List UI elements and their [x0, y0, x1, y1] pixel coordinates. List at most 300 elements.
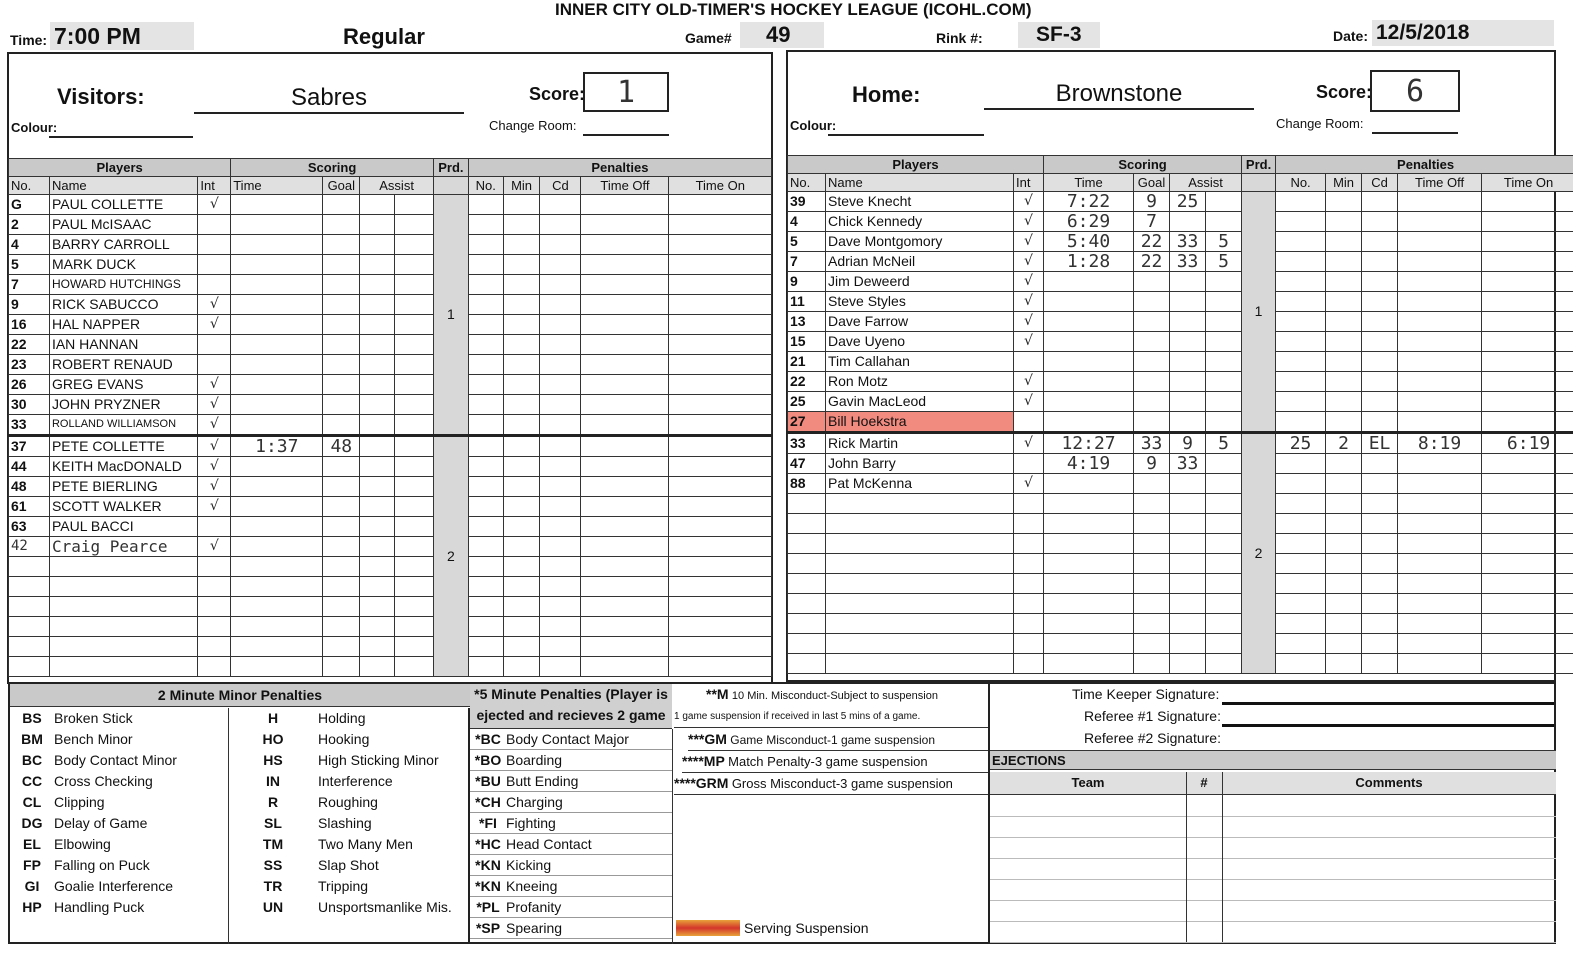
table-row — [788, 392, 1573, 412]
assist-1 — [360, 617, 395, 637]
attendance-check — [198, 657, 231, 677]
penalty-time-on — [669, 315, 772, 335]
penalty-time-on — [1482, 574, 1573, 594]
attendance-check: √ — [198, 457, 231, 477]
penalty-time-on — [669, 335, 772, 355]
penalty-description: Holding — [318, 710, 366, 726]
goal-time — [1044, 272, 1134, 292]
assist-2 — [1206, 292, 1242, 312]
period-2-marker: 2 — [1242, 433, 1276, 674]
penalty-cd — [1362, 634, 1398, 654]
penalty-min — [1326, 372, 1362, 392]
penalty-no — [1276, 232, 1326, 252]
penalty-description: Fighting — [506, 815, 556, 831]
goal-time: 1:28 — [1044, 252, 1134, 272]
penalty-time-on — [669, 275, 772, 295]
penalty-time-on — [1482, 252, 1573, 272]
assist-2 — [395, 537, 434, 557]
penalty-min — [1326, 352, 1362, 372]
assist-1 — [1170, 372, 1206, 392]
goal-scorer — [1134, 634, 1170, 654]
table-row — [9, 617, 772, 637]
visitors-penalties-header: Penalties — [468, 159, 771, 177]
penalty-no — [468, 597, 503, 617]
ejections-team-header: Team — [990, 772, 1187, 794]
penalty-cd — [1362, 514, 1398, 534]
attendance-check: √ — [1014, 212, 1044, 232]
assist-1 — [1170, 534, 1206, 554]
player-number — [788, 654, 826, 674]
penalty-no — [468, 335, 503, 355]
goal-scorer — [323, 557, 360, 577]
penalty-time-on — [1482, 332, 1573, 352]
assist-1 — [1170, 312, 1206, 332]
player-number: 88 — [788, 474, 826, 494]
player-number: 37 — [9, 436, 50, 457]
penalty-code: BM — [21, 731, 43, 747]
assist-2 — [395, 617, 434, 637]
goal-time — [1044, 534, 1134, 554]
penalty-description: Butt Ending — [506, 773, 579, 789]
assist-2 — [1206, 554, 1242, 574]
player-number: 9 — [788, 272, 826, 292]
attendance-check: √ — [1014, 272, 1044, 292]
player-number: G — [9, 195, 50, 215]
penalty-code: HS — [263, 752, 283, 768]
table-row — [788, 312, 1573, 332]
penalty-time-on — [669, 195, 772, 215]
penalty-min — [503, 657, 540, 677]
penalty-description: Spearing — [506, 920, 563, 936]
home-col-time_off: Time Off — [1398, 174, 1482, 192]
penalty-description: Slap Shot — [318, 857, 379, 873]
assist-2 — [395, 195, 434, 215]
assist-2 — [395, 657, 434, 677]
penalty-time-on: 6:19 — [1482, 433, 1573, 454]
home-colour-label: Colour: — [790, 118, 837, 133]
penalty-min — [1326, 594, 1362, 614]
penalty-cd — [540, 436, 581, 457]
goal-time: 5:40 — [1044, 232, 1134, 252]
goal-scorer — [1134, 514, 1170, 534]
penalty-cd — [1362, 614, 1398, 634]
goal-time — [231, 617, 323, 637]
penalty-time-off — [581, 295, 669, 315]
player-name: PAUL McISAAC — [49, 215, 197, 235]
penalty-time-off — [1398, 232, 1482, 252]
penalty-cd — [1362, 312, 1398, 332]
player-name — [826, 554, 1014, 574]
penalty-time-on — [1482, 654, 1573, 674]
penalty-legend-item — [470, 813, 672, 834]
player-name: RICK SABUCCO — [49, 295, 197, 315]
table-row — [788, 332, 1573, 352]
attendance-check — [1014, 412, 1044, 433]
goal-scorer — [323, 255, 360, 275]
assist-1 — [360, 415, 395, 436]
penalty-time-off — [581, 315, 669, 335]
penalty-time-off — [1398, 292, 1482, 312]
player-name: Chick Kennedy — [826, 212, 1014, 232]
penalty-no — [1276, 514, 1326, 534]
assist-2 — [395, 375, 434, 395]
attendance-check — [1014, 454, 1044, 474]
penalty-time-on — [669, 415, 772, 436]
player-name: Gavin MacLeod — [826, 392, 1014, 412]
penalty-cd: EL — [1362, 433, 1398, 454]
assist-1: 9 — [1170, 433, 1206, 454]
goal-time — [1044, 312, 1134, 332]
penalty-time-off — [581, 597, 669, 617]
attendance-check — [1014, 514, 1044, 534]
penalty-time-off — [1398, 634, 1482, 654]
assist-1 — [1170, 614, 1206, 634]
home-col-int: Int — [1014, 174, 1044, 192]
goal-time — [1044, 372, 1134, 392]
penalty-code: *SP — [475, 920, 501, 936]
attendance-check: √ — [1014, 232, 1044, 252]
penalty-code: UN — [262, 899, 284, 915]
player-name: Dave Uyeno — [826, 332, 1014, 352]
penalty-legend-item — [470, 750, 672, 771]
penalty-min — [1326, 654, 1362, 674]
goal-time — [1044, 332, 1134, 352]
penalty-no — [1276, 252, 1326, 272]
goal-time — [231, 275, 323, 295]
penalty-code: GI — [24, 878, 40, 894]
player-name — [826, 614, 1014, 634]
penalty-description: Interference — [318, 773, 393, 789]
assist-2 — [395, 477, 434, 497]
penalty-time-off — [1398, 554, 1482, 574]
table-row — [9, 477, 772, 497]
grm-desc: Gross Misconduct-3 game suspension — [731, 776, 953, 791]
home-team: Brownstone — [984, 80, 1254, 110]
penalty-time-on — [669, 436, 772, 457]
penalty-cd — [540, 517, 581, 537]
visitors-col-min: Min — [503, 177, 540, 195]
assist-2 — [1206, 614, 1242, 634]
attendance-check: √ — [198, 415, 231, 436]
assist-1 — [1170, 594, 1206, 614]
penalty-time-off — [581, 537, 669, 557]
visitors-score-label: Score: — [529, 84, 586, 104]
home-col-prd — [1242, 174, 1276, 192]
penalty-time-on — [1482, 554, 1573, 574]
home-col-no: No. — [1276, 174, 1326, 192]
penalty-min — [503, 637, 540, 657]
player-number: 42 — [9, 537, 50, 557]
penalty-time-off — [1398, 514, 1482, 534]
goal-time — [231, 195, 323, 215]
penalty-cd — [540, 637, 581, 657]
player-name: GREG EVANS — [49, 375, 197, 395]
penalty-description: Roughing — [318, 794, 378, 810]
table-row — [9, 395, 772, 415]
player-name — [826, 654, 1014, 674]
penalty-time-on — [1482, 272, 1573, 292]
assist-1 — [1170, 634, 1206, 654]
penalty-code: *KN — [475, 857, 501, 873]
home-col-no: No. — [788, 174, 826, 192]
visitors-score: 1 — [583, 72, 669, 112]
grm-code: ****GRM — [674, 775, 729, 791]
penalty-no — [468, 577, 503, 597]
penalty-time-off — [1398, 412, 1482, 433]
penalty-cd — [1362, 252, 1398, 272]
table-row — [788, 292, 1573, 312]
player-name: Rick Martin — [826, 433, 1014, 454]
assist-1 — [360, 657, 395, 677]
ejection-row — [990, 858, 1556, 880]
player-name: Ron Motz — [826, 372, 1014, 392]
assist-2: 5 — [1206, 232, 1242, 252]
game-value: 49 — [740, 22, 824, 48]
player-number: 33 — [9, 415, 50, 436]
goal-scorer — [323, 577, 360, 597]
rink-value: SF-3 — [1018, 22, 1100, 48]
player-name: BARRY CARROLL — [49, 235, 197, 255]
penalty-time-on — [669, 497, 772, 517]
penalty-legend-item — [228, 855, 468, 876]
penalty-legend-item — [228, 771, 468, 792]
visitors-col-prd — [433, 177, 468, 195]
penalty-no — [1276, 654, 1326, 674]
penalty-legend-item — [10, 792, 228, 813]
assist-2 — [395, 335, 434, 355]
table-row — [9, 436, 772, 457]
penalty-cd — [1362, 192, 1398, 212]
attendance-check — [1014, 352, 1044, 372]
visitors-col-time: Time — [231, 177, 323, 195]
penalty-legend-item — [10, 708, 228, 729]
assist-2 — [1206, 474, 1242, 494]
penalty-code: TM — [262, 836, 284, 852]
table-row — [9, 497, 772, 517]
penalty-time-off — [581, 517, 669, 537]
goal-scorer — [1134, 272, 1170, 292]
assist-1: 33 — [1170, 252, 1206, 272]
assist-1 — [360, 335, 395, 355]
mp-desc: Match Penalty-3 game suspension — [728, 754, 928, 769]
attendance-check: √ — [1014, 433, 1044, 454]
penalty-code: EL — [23, 836, 41, 852]
penalty-time-off — [581, 577, 669, 597]
penalty-time-on — [669, 557, 772, 577]
assist-2: 5 — [1206, 252, 1242, 272]
player-number: 30 — [9, 395, 50, 415]
penalty-time-on — [1482, 594, 1573, 614]
assist-2 — [395, 597, 434, 617]
assist-2 — [395, 436, 434, 457]
penalty-code: TR — [263, 878, 283, 894]
penalty-time-on — [669, 375, 772, 395]
penalty-legend-item — [228, 792, 468, 813]
ejection-row — [990, 879, 1556, 901]
penalty-time-on — [1482, 474, 1573, 494]
assist-2 — [395, 215, 434, 235]
player-number: 7 — [9, 275, 50, 295]
penalty-time-off — [1398, 614, 1482, 634]
attendance-check: √ — [198, 395, 231, 415]
table-row — [788, 554, 1573, 574]
penalty-time-off — [581, 395, 669, 415]
ejections-title: EJECTIONS — [990, 750, 1556, 770]
penalty-min — [1326, 534, 1362, 554]
penalty-code: *CH — [475, 794, 501, 810]
table-row — [9, 517, 772, 537]
ref1-label: Referee #1 Signature: — [1084, 708, 1221, 724]
assist-1: 33 — [1170, 454, 1206, 474]
goal-time — [1044, 474, 1134, 494]
attendance-check: √ — [1014, 252, 1044, 272]
penalty-description: Head Contact — [506, 836, 592, 852]
penalty-min — [503, 477, 540, 497]
assist-1 — [1170, 352, 1206, 372]
assist-2 — [1206, 332, 1242, 352]
penalty-time-on — [1482, 634, 1573, 654]
gm-code: ***GM — [688, 731, 727, 747]
penalty-time-on — [669, 637, 772, 657]
ejections-num-header: # — [1186, 772, 1223, 794]
player-name — [826, 534, 1014, 554]
goal-time — [231, 415, 323, 436]
goal-scorer — [323, 537, 360, 557]
home-col-time: Time — [1044, 174, 1134, 192]
player-number: 22 — [788, 372, 826, 392]
attendance-check — [198, 577, 231, 597]
player-name — [826, 634, 1014, 654]
table-row — [788, 252, 1573, 272]
home-change-room-label: Change Room: — [1276, 116, 1364, 131]
penalty-min — [503, 617, 540, 637]
visitors-scoring-header: Scoring — [231, 159, 434, 177]
assist-2 — [1206, 212, 1242, 232]
assist-2 — [395, 517, 434, 537]
assist-1 — [1170, 212, 1206, 232]
m-desc: 10 Min. Misconduct-Subject to suspension — [731, 690, 938, 702]
penalty-time-on — [1482, 232, 1573, 252]
penalty-time-off — [581, 255, 669, 275]
penalty-no — [1276, 474, 1326, 494]
penalty-legend-item — [10, 771, 228, 792]
player-name: Bill Hoekstra — [826, 412, 1014, 433]
assist-2 — [1206, 594, 1242, 614]
home-scoring-header: Scoring — [1044, 156, 1242, 174]
penalty-time-on — [669, 517, 772, 537]
table-row — [788, 232, 1573, 252]
time-label: Time: — [10, 32, 48, 48]
time-value: 7:00 PM — [50, 22, 194, 50]
attendance-check: √ — [1014, 474, 1044, 494]
attendance-check: √ — [1014, 292, 1044, 312]
penalty-min — [1326, 272, 1362, 292]
penalty-no — [468, 235, 503, 255]
penalty-time-on — [1482, 494, 1573, 514]
penalty-cd — [540, 537, 581, 557]
penalty-description: Cross Checking — [54, 773, 153, 789]
penalty-no — [468, 517, 503, 537]
penalty-no — [468, 436, 503, 457]
timekeeper-line — [1222, 702, 1554, 705]
gm-desc: Game Misconduct-1 game suspension — [730, 733, 936, 747]
player-name: PETE BIERLING — [49, 477, 197, 497]
goal-time: 4:19 — [1044, 454, 1134, 474]
attendance-check: √ — [198, 295, 231, 315]
visitors-col-assist: Assist — [360, 177, 434, 195]
penalty-no — [468, 557, 503, 577]
goal-scorer: 33 — [1134, 433, 1170, 454]
penalty-time-on — [669, 355, 772, 375]
assist-1 — [360, 295, 395, 315]
assist-2 — [1206, 654, 1242, 674]
home-roster-table — [787, 155, 1573, 674]
player-number: 22 — [9, 335, 50, 355]
penalty-time-off — [581, 235, 669, 255]
ejection-row — [990, 921, 1556, 943]
penalty-cd — [540, 315, 581, 335]
assist-1 — [360, 597, 395, 617]
goal-time — [1044, 412, 1134, 433]
player-number — [788, 634, 826, 654]
penalty-no — [468, 315, 503, 335]
penalty-description: Broken Stick — [54, 710, 133, 726]
assist-1 — [360, 577, 395, 597]
goal-time — [231, 477, 323, 497]
player-number: 4 — [9, 235, 50, 255]
assist-1 — [1170, 494, 1206, 514]
attendance-check — [198, 597, 231, 617]
game-label: Game# — [685, 30, 732, 46]
penalty-legend-item — [470, 792, 672, 813]
penalty-time-off — [581, 637, 669, 657]
table-row — [788, 272, 1573, 292]
penalty-code: IN — [266, 773, 280, 789]
penalty-time-off — [1398, 534, 1482, 554]
penalty-cd — [540, 557, 581, 577]
goal-scorer — [323, 315, 360, 335]
penalty-cd — [1362, 574, 1398, 594]
serving-label: Serving Suspension — [744, 920, 869, 936]
table-row — [788, 654, 1573, 674]
goal-scorer — [323, 275, 360, 295]
penalty-min: 2 — [1326, 433, 1362, 454]
table-row — [9, 597, 772, 617]
goal-time — [1044, 594, 1134, 614]
player-number: 27 — [788, 412, 826, 433]
visitors-colour-label: Colour: — [11, 120, 58, 135]
goal-time — [231, 395, 323, 415]
penalty-cd — [540, 275, 581, 295]
period-2-marker: 2 — [433, 436, 468, 677]
assist-1: 33 — [1170, 232, 1206, 252]
penalty-description: Tripping — [318, 878, 369, 894]
penalty-legend-item — [470, 855, 672, 876]
penalty-code: *KN — [475, 878, 501, 894]
penalty-code: FP — [23, 857, 41, 873]
attendance-check: √ — [198, 436, 231, 457]
assist-1 — [1170, 392, 1206, 412]
player-name: PAUL COLLETTE — [49, 195, 197, 215]
table-row — [788, 634, 1573, 654]
ejection-row — [990, 837, 1556, 859]
penalty-code: *BC — [475, 731, 501, 747]
penalty-description: Clipping — [54, 794, 105, 810]
player-name — [49, 557, 197, 577]
player-number: 47 — [788, 454, 826, 474]
goal-scorer — [1134, 614, 1170, 634]
penalty-description: Hooking — [318, 731, 370, 747]
